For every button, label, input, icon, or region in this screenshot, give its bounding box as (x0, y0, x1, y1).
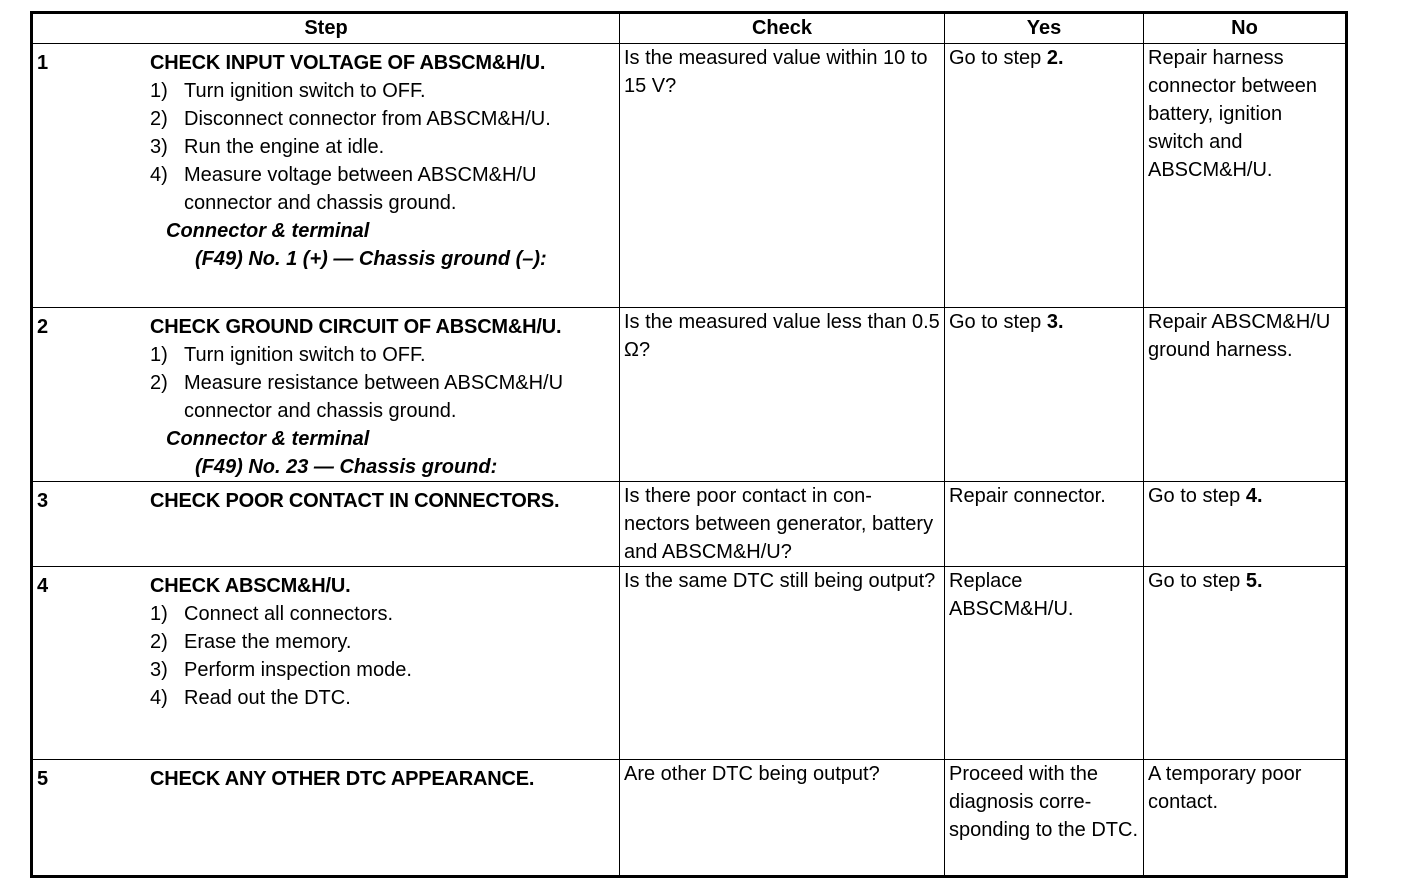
header-yes: Yes (945, 13, 1144, 44)
connector-terminal-label: Connector & terminal (166, 220, 370, 242)
no-cell: Repair ABSCM&H/U ground harness. (1144, 308, 1347, 482)
connector-terminal-value: (F49) No. 1 (+) — Chassis ground (–): (195, 248, 547, 270)
check-cell: Are other DTC being output? (620, 760, 945, 877)
no-cell: A temporary poor contact. (1144, 760, 1347, 877)
step-cell (32, 760, 620, 877)
yes-cell (945, 308, 1144, 482)
no-cell (1144, 482, 1347, 567)
connector-terminal-value: (F49) No. 23 — Chassis ground: (195, 456, 498, 478)
substep-number: 4) (150, 687, 168, 709)
no-cell: Repair harness connector between battery, ignition switch and ABSCM&H/U. (1144, 44, 1347, 308)
substep (150, 656, 615, 684)
step-cell (32, 482, 620, 567)
table-row (32, 482, 1347, 567)
table-row (32, 308, 1347, 482)
substep-number: 3) (150, 136, 168, 158)
no-step-ref: 5. (1245, 570, 1263, 592)
header-check: Check (620, 13, 945, 44)
substep (150, 369, 615, 425)
substep-number: 2) (150, 108, 168, 130)
step-cell (32, 44, 620, 308)
substep-text: Read out the DTC. (184, 687, 351, 709)
substep (150, 161, 615, 217)
step-title: CHECK POOR CONTACT IN CONNECTORS. (150, 490, 560, 512)
substep-number: 1) (150, 603, 168, 625)
step-number: 4 (37, 575, 49, 597)
substep (150, 105, 615, 133)
yes-text: Go to step (949, 311, 1047, 333)
check-cell: Is the same DTC still being output? (620, 567, 945, 760)
substep-number: 1) (150, 344, 168, 366)
step-title: CHECK ANY OTHER DTC APPEARANCE. (150, 768, 535, 790)
no-cell (1144, 567, 1347, 760)
step-title: CHECK GROUND CIRCUIT OF ABSCM&H/U. (150, 316, 562, 338)
yes-step-ref: 3. (1046, 311, 1064, 333)
yes-cell: Proceed with the diagnosis corre- sponding to the DTC. (945, 760, 1144, 877)
connector-terminal-label: Connector & terminal (166, 428, 370, 450)
check-cell: Is there poor contact in con- nectors between generator, battery and ABSCM&H/U? (620, 482, 945, 567)
step-number: 5 (37, 768, 49, 790)
substep-number: 2) (150, 372, 168, 394)
header-no: No (1144, 13, 1347, 44)
yes-cell (945, 44, 1144, 308)
check-cell: Is the measured value less than 0.5 Ω? (620, 308, 945, 482)
substep (150, 77, 615, 105)
substep-text: Turn ignition switch to OFF. (184, 80, 426, 102)
substep (150, 133, 615, 161)
table-row (32, 567, 1347, 760)
substep-text: Run the engine at idle. (184, 136, 385, 158)
diagnostic-table (30, 11, 1348, 878)
step-title: CHECK INPUT VOLTAGE OF ABSCM&H/U. (150, 52, 546, 74)
header-step: Step (32, 13, 620, 44)
step-title: CHECK ABSCM&H/U. (150, 575, 351, 597)
substep-text: Erase the memory. (184, 631, 352, 653)
substep-text: Measure voltage between ABSCM&H/U connector and chassis ground. (184, 164, 537, 214)
substep-number: 4) (150, 164, 168, 186)
substep-number: 3) (150, 659, 168, 681)
step-number: 3 (37, 490, 49, 512)
substep-text: Perform inspection mode. (184, 659, 412, 681)
yes-text: Go to step (949, 47, 1047, 69)
substep-text: Turn ignition switch to OFF. (184, 344, 426, 366)
substep-number: 2) (150, 631, 168, 653)
step-number: 2 (37, 316, 49, 338)
table-row (32, 44, 1347, 308)
header-row (32, 13, 1347, 44)
yes-step-ref: 2. (1046, 47, 1064, 69)
yes-cell: Repair connector. (945, 482, 1144, 567)
step-cell (32, 567, 620, 760)
yes-cell: Replace ABSCM&H/U. (945, 567, 1144, 760)
substep (150, 341, 615, 369)
substep-text: Disconnect connector from ABSCM&H/U. (184, 108, 551, 130)
check-cell: Is the measured value within 10 to 15 V? (620, 44, 945, 308)
step-cell (32, 308, 620, 482)
no-step-ref: 4. (1245, 485, 1263, 507)
substep-text: Measure resistance between ABSCM&H/U connector and chassis ground. (184, 372, 564, 422)
no-text: Go to step (1148, 485, 1246, 507)
substep (150, 628, 615, 656)
step-number: 1 (37, 52, 49, 74)
substep (150, 600, 615, 628)
substep-number: 1) (150, 80, 168, 102)
no-text: Go to step (1148, 570, 1246, 592)
substep (150, 684, 615, 712)
table-row (32, 760, 1347, 877)
substep-text: Connect all connectors. (184, 603, 394, 625)
